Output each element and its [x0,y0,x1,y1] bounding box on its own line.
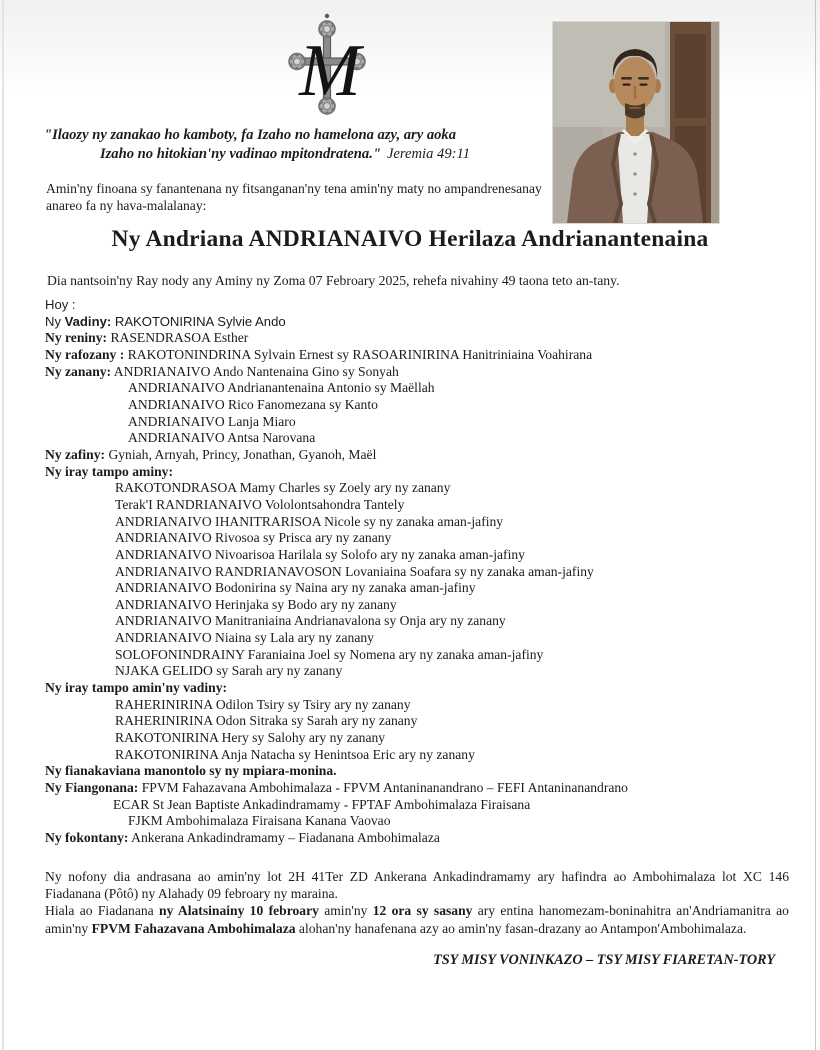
family-line-text: ANDRIANAIVO Ando Nantenaina Gino sy Sonyah [113,363,399,379]
family-member-line: ECAR St Jean Baptiste Ankadindramamy - FPTAF Ambohimalaza Firaisana [113,796,531,812]
family-member-line: Terak'I RANDRIANAIVO Vololontsahondra Tantely [115,496,405,512]
family-line-label: Ny rafozany : [45,346,125,362]
family-line-churches [45,780,789,797]
family-member-line: ANDRIANAIVO RANDRIANAVOSON Lovaniaina Soafara sy ny zanaka aman-jafiny [115,563,594,579]
family-line-mother [45,330,789,347]
family-member-line: RAKOTONIRINA Anja Natacha sy Henintsoa Eric ary ny zanany [115,746,475,762]
family-line-siblings [45,464,789,481]
svg-text:M: M [299,30,361,112]
funeral-paragraph-2 [45,902,789,937]
family-line-text: RAKOTONIRINA Sylvie Ando [114,313,286,329]
family-line-text: Ankerana Ankadindramamy – Fiadanana Ambohimalaza [131,830,440,845]
family-line-text: RAKOTONINDRINA Sylvain Ernest sy RASOARINIRINA Hanitriniaina Voahirana [127,346,593,362]
family-line-whole-family [45,763,789,780]
cross-monogram-icon [277,12,377,122]
deceased-name-title: Ny Andriana ANDRIANAIVO Herilaza Andrianantenaina [111,226,709,252]
family-line-grandchildren [45,447,789,464]
funeral-arrangements [45,868,789,937]
family-line-children [45,364,789,381]
family-line-inlaws [45,347,789,364]
family-line-text: Gyniah, Arnyah, Princy, Jonathan, Gyanoh, Maël [108,446,377,462]
family-line-fokontany [45,830,789,847]
family-line-text: FPVM Fahazavana Ambohimalaza - FPVM Antaninanandrano – FEFI Antaninanandrano [141,780,628,796]
bold-text-segment: ny Alatsinainy 10 febroary [159,903,319,919]
family-line-spouse [45,314,789,331]
family-line-label: Ny zanany: [45,363,112,379]
bold-text-segment: FPVM Fahazavana Ambohimalaza [91,920,296,936]
family-members-group-children [45,380,789,447]
family-member-line: ANDRIANAIVO Manitraniaina Andrianavalona sy Onja ary ny zanany [115,613,506,629]
family-members-group-spouse-siblings [45,697,789,764]
scan-edge-left [2,0,4,1050]
family-line-label: Ny fianakaviana manontolo sy ny mpiara-monina. [45,763,337,779]
quote-line-2 [44,145,526,164]
scan-edge-right [815,0,816,1050]
family-line-label: Ny fokontany: [45,830,129,845]
hoy-label: Hoy : [45,297,76,312]
family-members-group-siblings [45,480,789,680]
family-member-line: SOLOFONINDRAINY Faraniaina Joel sy Nomena ary ny zanaka aman-jafiny [115,646,544,662]
family-member-line: ANDRIANAIVO Rivosoa sy Prisca ary ny zanany [115,530,392,546]
family-line-label: Vadiny: [64,313,112,329]
family-line-label: Ny reniny: [45,330,108,346]
quote-line-1: "Ilaozy ny zanakao ho kamboty, fa Izaho no hamelona azy, ary aoka [44,127,457,143]
family-member-line: ANDRIANAIVO Niaina sy Lala ary ny zanany [115,630,374,646]
closing-line: TSY MISY VONINKAZO – TSY MISY FIARETAN-TORY [433,951,775,968]
text-segment: amin'ny [318,903,373,919]
text-segment: alohan'ny hanafenana azy ao amin'ny fasan-drazany ao Antampon'Ambohimalaza. [295,920,747,936]
family-member-line: ANDRIANAIVO Lanja Miaro [128,413,296,429]
family-line-label: Ny iray tampo aminy: [45,463,173,479]
text-segment: ary entina hanomezam-boninahitra an'Andriamanitra ao amin'ny [45,903,789,936]
family-member-line: ANDRIANAIVO Herinjaka sy Bodo ary ny zanany [115,596,397,612]
family-and-funeral-content [45,297,789,969]
family-member-line: ANDRIANAIVO Bodonirina sy Naina ary ny zanaka aman-jafiny [115,580,476,596]
text-segment: Hiala ao Fiadanana [45,903,160,919]
family-line-label: Ny zafiny: [45,446,106,462]
family-members-group-churches [45,797,789,830]
family-line-text: RASENDRASOA Esther [110,330,249,346]
family-member-line: ANDRIANAIVO Rico Fanomezana sy Kanto [128,396,378,412]
family-line-prefix: Ny [45,313,65,329]
family-member-line: RAKOTONDRASOA Mamy Charles sy Zoely ary ny zanany [115,480,451,496]
intro-paragraph: Amin'ny finoana sy fanantenana ny fitsanganan'ny tena amin'ny maty no ampandrenesanay anareo fa ny hava-malalanay: [46,181,542,213]
bold-text-segment: 12 ora sy sasany [372,903,473,919]
family-line-spouse-siblings [45,680,789,697]
quote-line-2-text: Izaho no hitokian'ny vadinao mpitondratena." [99,146,381,162]
family-member-line: FJKM Ambohimalaza Firaisana Kanana Vaovao [128,813,391,829]
family-member-line: RAHERINIRINA Odilon Tsiry sy Tsiry ary ny zanany [115,696,411,712]
family-member-line: RAKOTONIRINA Hery sy Salohy ary ny zanany [115,730,386,746]
family-member-line: NJAKA GELIDO sy Sarah ary ny zanany [115,663,343,679]
scripture-quote [44,126,526,164]
family-line-label: Ny iray tampo amin'ny vadiny: [45,680,228,696]
funeral-paragraph-1: Ny nofony dia andrasana ao amin'ny lot 2H 41Ter ZD Ankerana Ankadindramamy ary hafindra ao Ambohimalaza lot XC 146 Fiadanana (Pôtô) ny Alahady 09 febroary ny maraina. [45,868,789,901]
family-member-line: ANDRIANAIVO Nivoarisoa Harilala sy Solofo ary ny zanaka aman-jafiny [115,546,525,562]
deceased-portrait-photo [553,22,719,223]
family-member-line: RAHERINIRINA Odon Sitraka sy Sarah ary ny zanany [115,713,418,729]
family-member-line: ANDRIANAIVO Antsa Narovana [128,430,316,446]
family-line-label: Ny Fiangonana: [45,780,139,796]
family-member-line: ANDRIANAIVO IHANITRARISOA Nicole sy ny zanaka aman-jafiny [115,513,504,529]
quote-reference: Jeremia 49:11 [386,146,471,162]
family-member-line: ANDRIANAIVO Andrianantenaina Antonio sy Maëllah [128,380,435,396]
death-date-line: Dia nantsoin'ny Ray nody any Aminy ny Zoma 07 Febroary 2025, rehefa nivahiny 49 taona teto an-tany. [47,273,620,288]
